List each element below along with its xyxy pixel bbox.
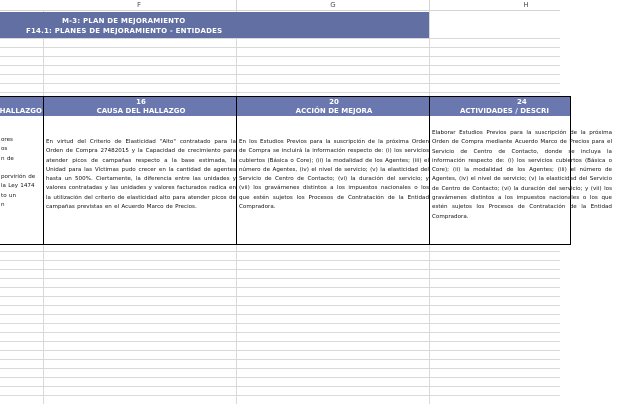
column-separator[interactable]: [236, 0, 237, 11]
cell-actividades[interactable]: [429, 116, 612, 245]
header-label: HALLAZGO: [0, 107, 42, 115]
cell-text: ores os n de porvirión de la Ley 1474 to un n: [1, 137, 36, 209]
title-banner: [0, 12, 429, 38]
column-header-h[interactable]: H: [523, 1, 529, 9]
column-header-f[interactable]: F: [136, 1, 142, 9]
banner-subtitle: F14.1: PLANES DE MEJORAMIENTO - ENTIDADES: [26, 27, 223, 35]
column-header-g[interactable]: G: [330, 1, 336, 9]
cell-text: En los Estudios Previos para la suscripción de la próxima Orden de Compra se incluirá la información respecto de: (i) los servicios cubiertos (Básica o Core); (ii) la modalidad de los Agentes; (iii) el número de Agentes, (iv) el nivel de servicio; (v) la elasticidad del Servicio de Centro de Contacto; (vi) la duración del servicio; y (vii) los gravámenes distintos a los impuestos nacionales o los que estén sujetos los Procesos de Contratación de la Entidad Compradora.: [239, 139, 429, 211]
column-header-strip: [0, 0, 560, 11]
cell-accion[interactable]: [236, 116, 432, 245]
header-label: CAUSA DEL HALLAZGO: [96, 107, 186, 115]
cell-hallazgo[interactable]: [0, 116, 46, 245]
header-number: 24: [517, 98, 527, 106]
header-label: ACCIÓN DE MEJORA: [295, 107, 373, 115]
cell-text: Elaborar Estudios Previos para la suscripción de la próxima Orden de Compra mediante Acuerdo Marco de Precios para el Servicio de Centro de Contacto, donde se incluya la información respecto de: (i) los servicios cubiertos (Básica o Core); (ii) la modalidad de los Agentes; (iii) el número de Agentes, (iv) el nivel de servicio; (v) la elasticidad del Servicio de Centro de Contacto; (vi) la duración del servicio; y (vii) los gravámenes distintos a los impuestos nacionales o los que estén sujetos los Procesos de Contratación de la Entidad Compradora.: [432, 130, 612, 220]
header-number: 16: [136, 98, 146, 106]
header-number: 20: [329, 98, 339, 106]
banner-title: M-3: PLAN DE MEJORAMIENTO: [62, 17, 186, 25]
column-separator[interactable]: [429, 0, 430, 11]
cell-causa[interactable]: [43, 116, 239, 245]
header-label: ACTIVIDADES / DESCRI: [460, 107, 550, 115]
header-number: [0, 98, 45, 106]
cell-text: En virtud del Criterio de Elasticidad "Alto" contratado para la Orden de Compra 27482015 y la Capacidad de crecimiento para atender picos de campañas respecto a la base estimada, la Unidad para las Víctimas pudo crecer en la cantidad de agentes hasta un 500%. Ciertamente, la diferencia entre las unidades y valores contratadas y las unidades y valores facturados radica en la utilización del criterio de elasticidad alto para atender picos de campañas previstas en el Acuerdo Marco de Precios.: [46, 139, 236, 211]
